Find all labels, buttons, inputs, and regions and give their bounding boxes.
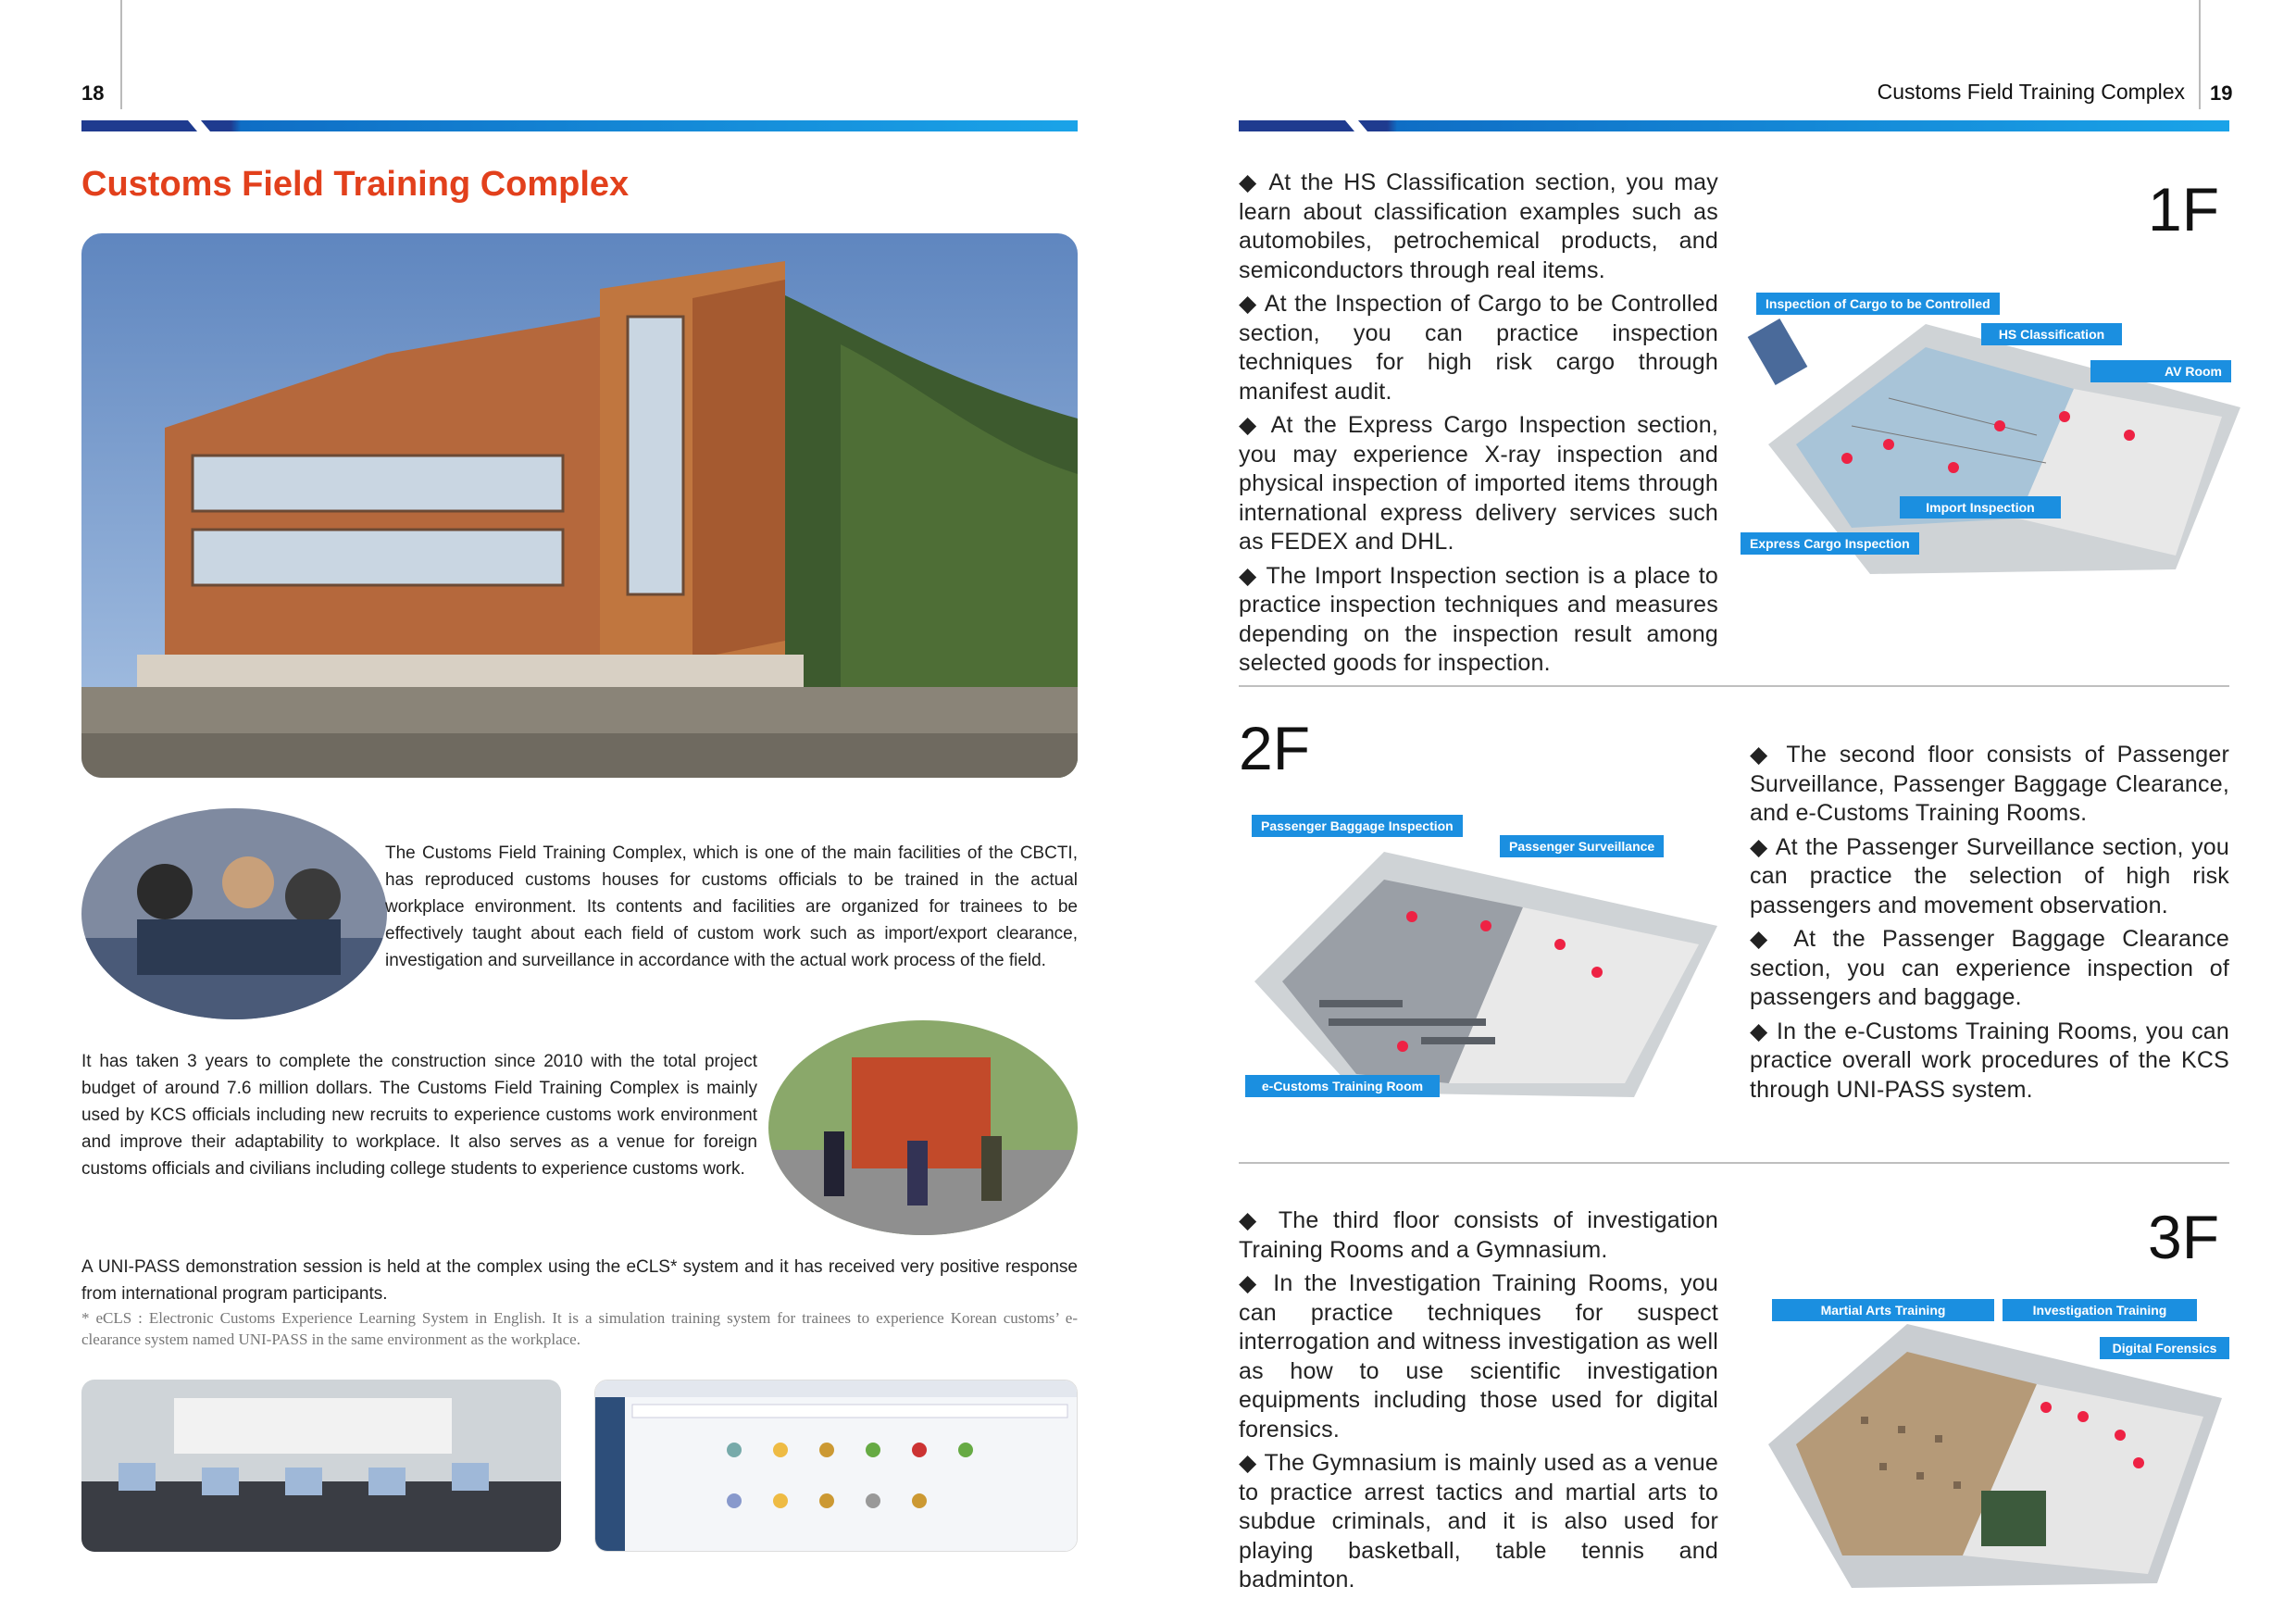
visitors-oval-photo [768,1020,1078,1235]
left-page-number: 18 [81,81,105,105]
page-title: Customs Field Training Complex [81,165,630,204]
tag-passenger-baggage: Passenger Baggage Inspection [1252,815,1463,837]
divider-2f-3f [1239,1162,2229,1164]
floor-2-text [1750,741,2229,1109]
floor-1-text [1239,169,1718,683]
floor-1-label: 1F [2148,175,2220,244]
trainees-oval-photo [81,808,387,1019]
tag-hs-classification: HS Classification [1981,323,2122,345]
tag-e-customs: e-Customs Training Room [1245,1075,1440,1097]
floor-3-label: 3F [2148,1203,2220,1271]
demo-text: A UNI-PASS demonstration session is held at the complex using the eCLS* system and it has received very positive response from international program participants. [81,1257,1078,1304]
tag-inspection-cargo: Inspection of Cargo to be Controlled [1756,293,2000,315]
right-page-divider [2199,0,2201,109]
intro-text: The Customs Field Training Complex, which is one of the main facilities of the CBCTI, has reproduced customs houses for customs officials to be trained in the actual workplace environment. Its contents and facilities are organized for trainees to be effectively taught about each field of custom work such as import/export clearance, investigation and surveillance in accordance with the actual work process of the field. [385,843,1078,970]
floor-3-bullet: ◆ In the Investigation Training Rooms, you can practice techniques for suspect interrogation and witness investigation as well as how to use scientific investigation equipments including those used for digital forensics. [1239,1270,1718,1443]
left-page-divider [120,0,122,109]
floor-1-bullet: ◆ The Import Inspection section is a place to practice inspection techniques and measures depending on the inspection result among selected goods for inspection. [1239,562,1718,676]
tag-digital-forensics: Digital Forensics [2100,1337,2229,1359]
floor-1-bullet: ◆ At the HS Classification section, you may learn about classification examples such as automobiles, petrochemical products, and semiconductors through real items. [1239,169,1718,283]
floor-2-bullet: ◆ In the e-Customs Training Rooms, you can practice overall work procedures of the KCS through UNI-PASS system. [1750,1018,2229,1103]
floor-2-bullet: ◆ The second floor consists of Passenger Surveillance, Passenger Baggage Clearance, and e-Customs Training Rooms. [1750,742,2229,826]
tag-martial-arts: Martial Arts Training [1772,1299,1994,1321]
uni-pass-screen-photo [594,1380,1078,1552]
tag-import-inspection: Import Inspection [1900,496,2061,518]
tag-passenger-surveillance: Passenger Surveillance [1500,835,1664,857]
floor-1-bullet: ◆ At the Inspection of Cargo to be Controlled section, you can practice inspection techniques for high risk cargo through manifest audit. [1239,291,1718,405]
floor-2-bullet: ◆ At the Passenger Baggage Clearance section, you can experience inspection of passengers and baggage. [1750,926,2229,1010]
demo-paragraph [81,1254,1078,1307]
divider-1f-2f [1239,685,2229,687]
tag-express-cargo: Express Cargo Inspection [1741,532,1919,555]
floor-2-plan-image [1245,815,1717,1102]
floor-2-bullet: ◆ At the Passenger Surveillance section, you can practice the selection of high risk passengers and movement observation. [1750,833,2229,918]
tag-investigation-training: Investigation Training [2003,1299,2197,1321]
construction-text: It has taken 3 years to complete the construction since 2010 with the total project budget of around 7.6 million dollars. The Customs Field Training Complex is mainly used by KCS officials including new recruits to experience customs work environment and improve their adaptability to workplace. It also serves as a venue for foreign customs officials and civilians including college students to experience customs work. [81,1052,757,1179]
building-photo [81,233,1078,778]
tag-av-room: AV Room [2090,360,2231,382]
right-header-bar [1239,120,2229,131]
floor-3-bullet: ◆ The Gymnasium is mainly used as a venue to practice arrest tactics and martial arts to subdue criminals, and it is also used for playing basketball, table tennis and badminton. [1239,1450,1718,1593]
footnote: * eCLS : Electronic Customs Experience Learning System in English. It is a simulation training system for trainees to experience Korean customs’ e-clearance system named UNI-PASS in the same environment as the workplace. [81,1309,1078,1348]
right-header-title: Customs Field Training Complex [1877,80,2185,104]
floor-1-bullet: ◆ At the Express Cargo Inspection section, you may experience X-ray inspection and physical inspection of imported items through international express delivery services such as FEDEX and DHL. [1239,412,1718,555]
floor-3-bullet: ◆ The third floor consists of investigation Training Rooms and a Gymnasium. [1239,1207,1718,1263]
left-header-bar [81,120,1078,131]
right-page-number: 19 [2210,81,2233,105]
classroom-photo [81,1380,561,1552]
floor-2-label: 2F [1239,714,1311,782]
construction-paragraph [81,1048,757,1182]
floor-3-text [1239,1206,1718,1600]
intro-paragraph [385,840,1078,974]
